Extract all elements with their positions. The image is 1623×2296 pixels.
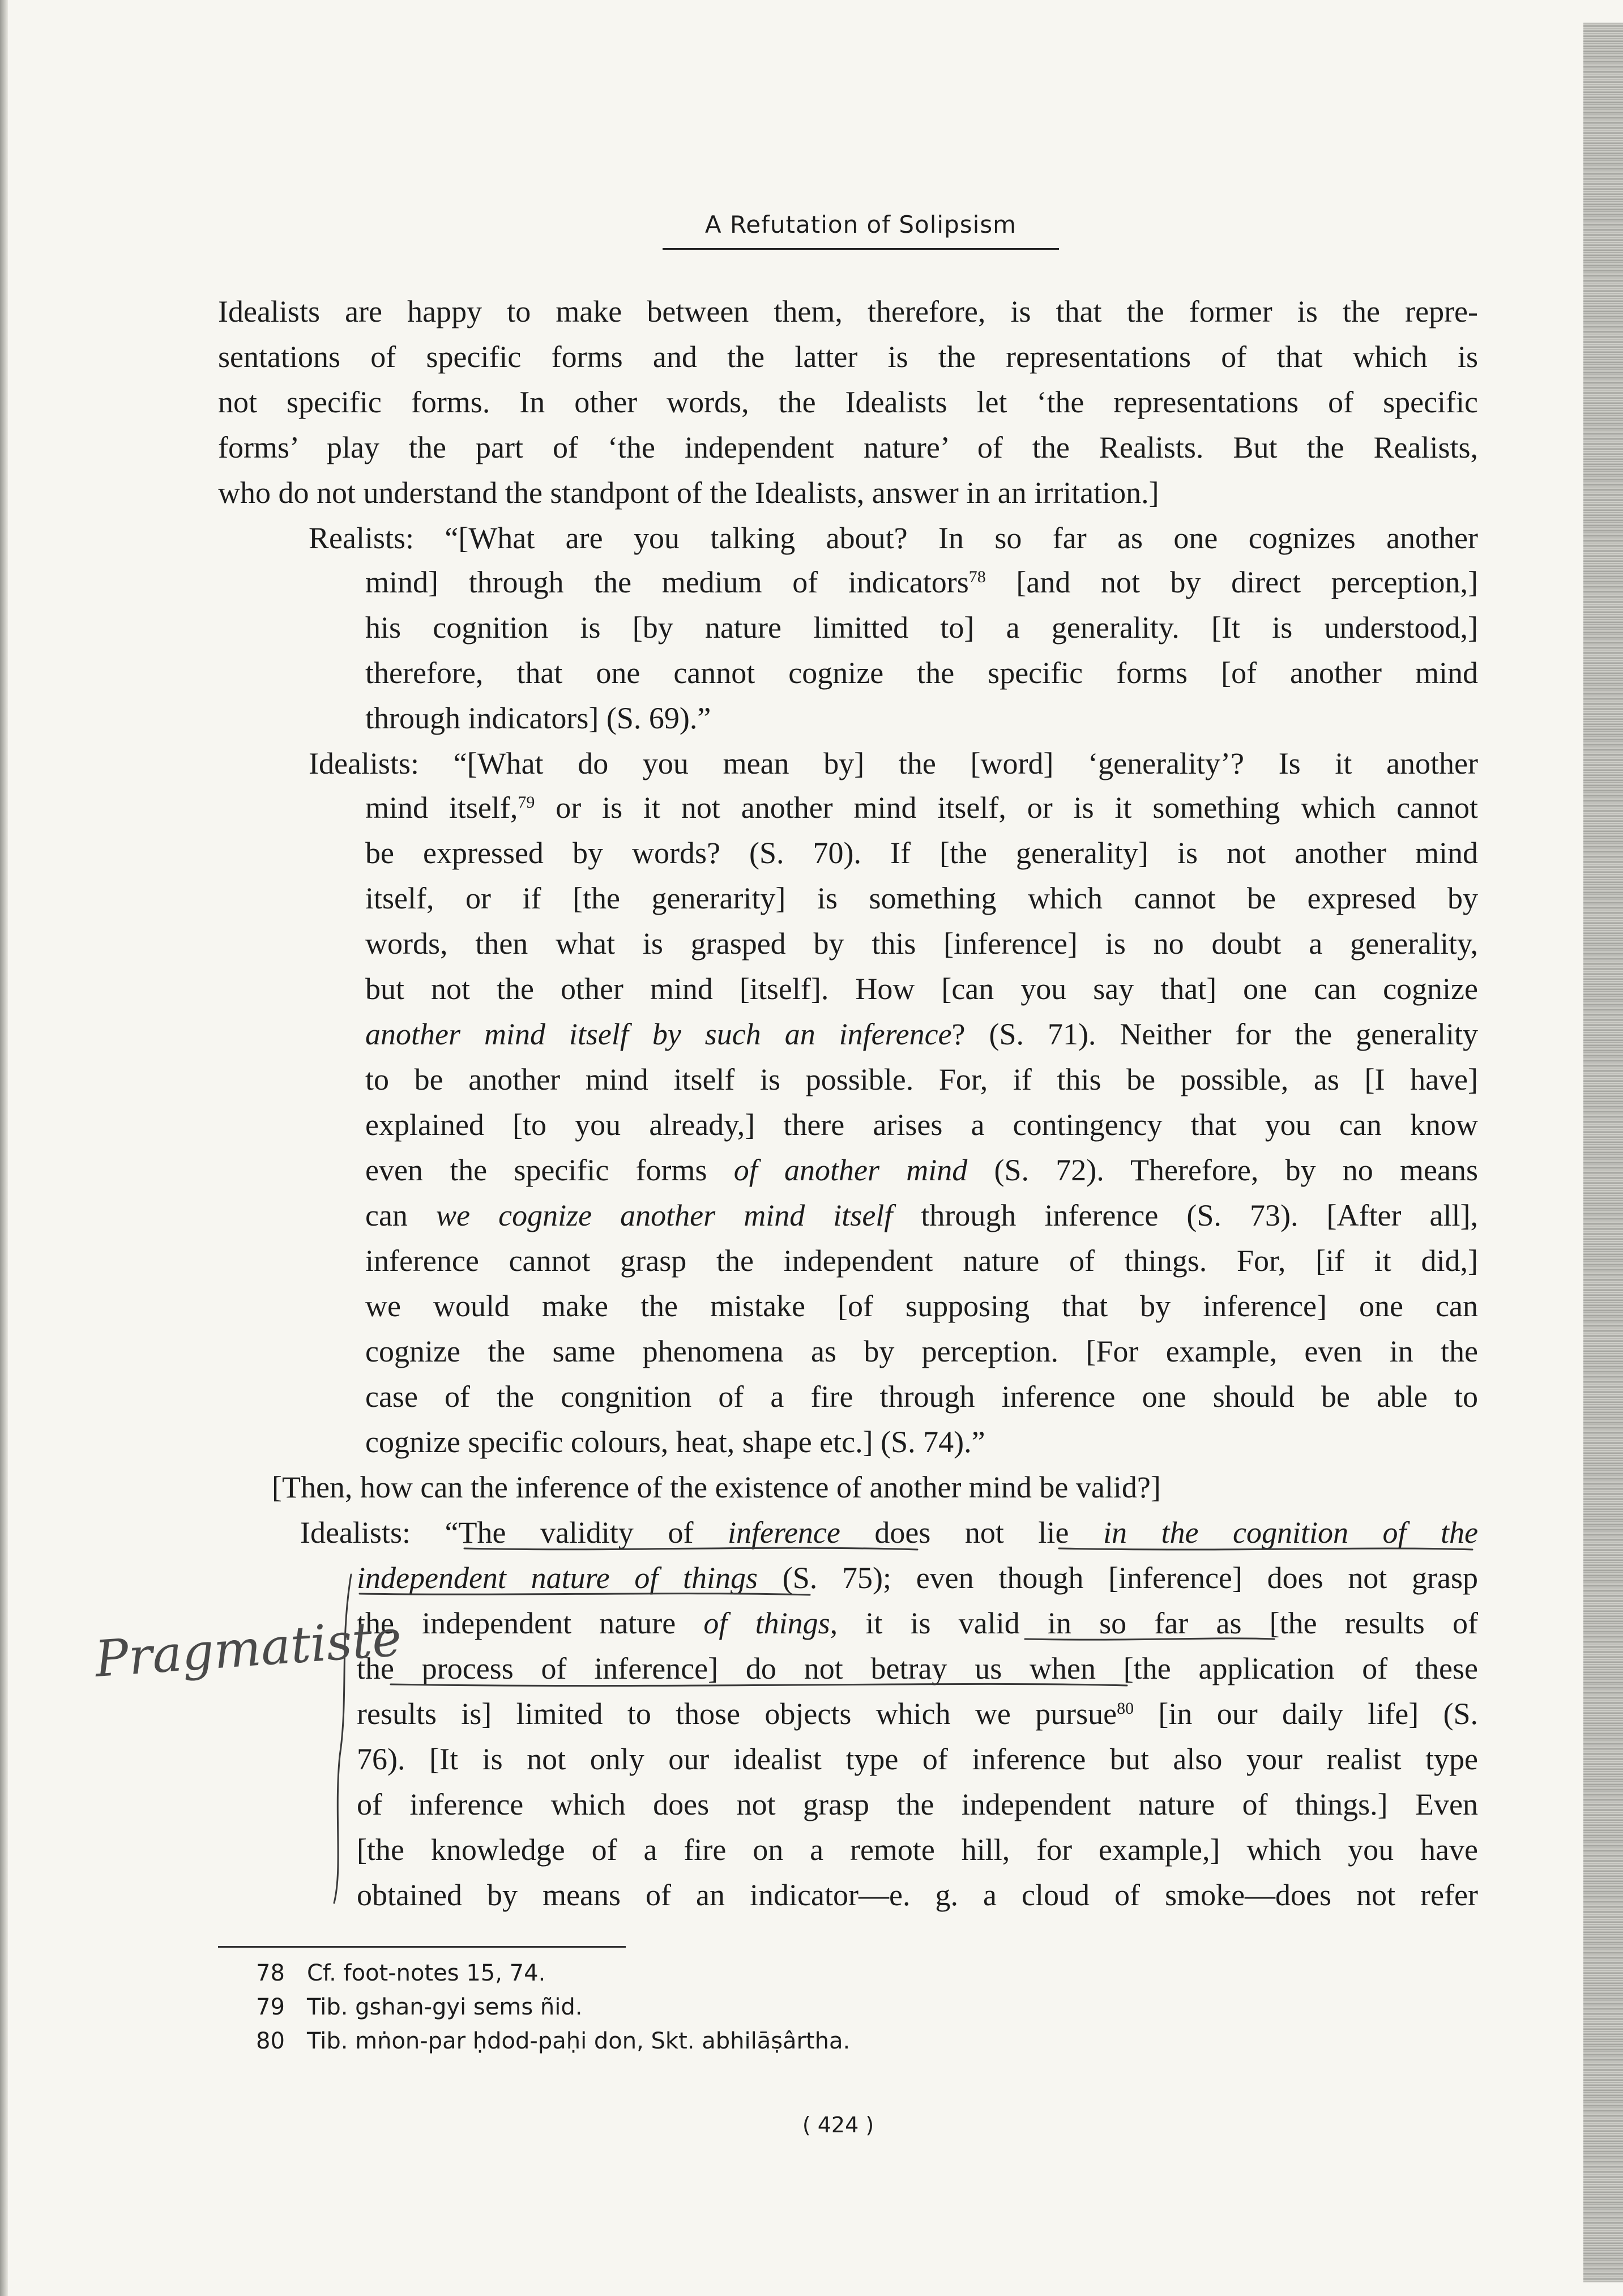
footnote: 78 Cf. foot-notes 15, 74. [256,1960,546,1986]
body-line: mind] through the medium of indicators$^{78}$ [and not by direct perception,] [365,565,1478,599]
body-line: the process of inference] do not betray us when [the application of these [357,1651,1478,1685]
speaker-line: Idealists: “The validity of inference does not lie in the cognition of the [300,1516,1478,1550]
scan-left-edge [0,0,8,2296]
body-line: explained [to you already,] there arises a contingency that you can know [365,1108,1478,1142]
body-line: the independent nature of things, it is valid in so far as [the results of [357,1606,1478,1640]
speaker-line: Realists: “[What are you talking about? In so far as one cognizes another [309,521,1478,555]
body-line: through indicators] (S. 69).” [365,701,711,735]
footnote-rule [218,1946,626,1948]
speaker-line: Idealists: “[What do you mean by] the [word] ‘generality’? Is it another [309,746,1478,780]
body-line: but not the other mind [itself]. How [can you say that] one can cognize [365,972,1478,1006]
body-line: inference cannot grasp the independent nature of things. For, [if it did,] [365,1244,1478,1278]
running-title: A Refutation of Solipsism [704,211,1017,238]
body-line: therefore, that one cannot cognize the specific forms [of another mind [365,656,1478,690]
body-line: his cognition is [by nature limitted to] a generality. [It is understood,] [365,611,1478,645]
body-line: sentations of specific forms and the latter is the representations of that which is [218,340,1478,374]
body-line: not specific forms. In other words, the Idealists let ‘the representations of specific [218,385,1478,419]
body-line: even the specific forms of another mind (S. 72). Therefore, by no means [365,1153,1479,1187]
body-line: [the knowledge of a fire on a remote hill, for example,] which you have [357,1833,1478,1867]
footnote: 79 Tib. gshan-gyi sems ñid. [256,1994,583,2020]
body-line: forms’ play the part of ‘the independent nature’ of the Realists. But the Realists, [218,430,1478,464]
body-line: words, then what is grasped by this [inference] is no doubt a generality, [365,927,1478,961]
body-line: of inference which does not grasp the independent nature of things.] Even [357,1787,1478,1821]
scan-right-edge [1583,23,1623,2282]
body-line: be expressed by words? (S. 70). If [the generality] is not another mind [365,836,1478,870]
body-line: case of the congnition of a fire through inference one should be able to [365,1380,1478,1414]
body-line: cognize the same phenomena as by perception. [For example, even in the [365,1334,1478,1368]
body-line: can we cognize another mind itself through inference (S. 73). [After all], [365,1198,1479,1232]
margin-brace [334,1574,351,1903]
body-line: results is] limited to those objects which we pursue$^{80}$ [in our daily life] (S. [357,1697,1478,1731]
page-number: ( 424 ) [802,2113,874,2137]
margin-note: Pragmatiste [93,1608,404,1688]
body-line: independent nature of things (S. 75); even though [inference] does not grasp [357,1561,1478,1595]
title-rule [663,248,1059,250]
footnote: 80 Tib. mṅon-par ḥdod-paḥi don, Skt. abhilāṣârtha. [256,2028,851,2054]
body-line: itself, or if [the generarity] is something which cannot be expresed by [365,881,1478,915]
body-line: who do not understand the standpont of the Idealists, answer in an irritation.] [218,476,1159,510]
body-line: cognize specific colours, heat, shape etc.] (S. 74).” [365,1425,985,1459]
body-line: another mind itself by such an inference? (S. 71). Neither for the generality [365,1017,1478,1051]
footnote-mark: 80 [1117,1699,1134,1718]
body-line: to be another mind itself is possible. For, if this be possible, as [I have] [365,1062,1478,1096]
footnote-mark: 78 [968,567,986,586]
body-line: we would make the mistake [of supposing that by inference] one can [365,1289,1478,1323]
body-line: mind itself,$^{79}$ or is it not another mind itself, or is it something which cannot [365,791,1479,825]
body-line: Idealists are happy to make between them, therefore, is that the former is the repre- [218,295,1478,328]
footnote-mark: 79 [518,793,535,812]
body-line: 76). [It is not only our idealist type of inference but also your realist type [357,1742,1478,1776]
body-line: obtained by means of an indicator—e. g. a cloud of smoke—does not refer [357,1878,1478,1912]
body-line: [Then, how can the inference of the existence of another mind be valid?] [272,1470,1161,1504]
